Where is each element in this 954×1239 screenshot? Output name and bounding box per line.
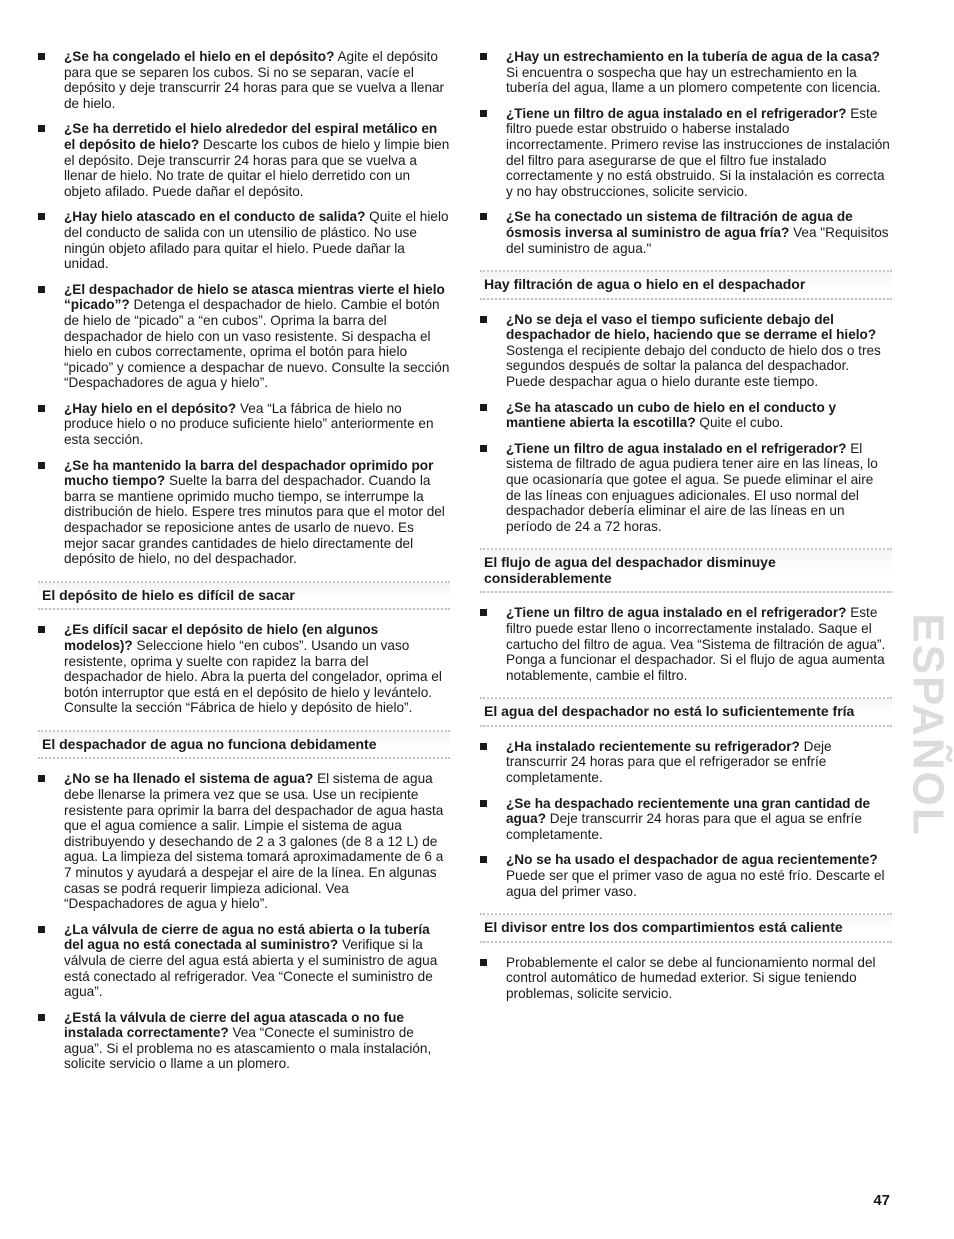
item-question: ¿No se deja el vaso el tiempo suficiente debajo del despachador de hielo, haciendo que se derrame el hielo?	[506, 311, 877, 343]
bullet-item	[480, 955, 892, 1002]
item-question: ¿Se ha derretido el hielo alrededor del espiral metálico en el depósito de hielo?	[64, 121, 438, 152]
item-text: Este filtro puede estar lleno o incorrectamente instalado. Saque el cartucho del filtro de agua. Vea “Sistema de filtración de agua”. Ponga a funcionar el despachador. Si el flujo de agua aumenta notablemente, cambie el filtro.	[506, 605, 886, 683]
item-text: Vea "Requisitos del suministro de agua."	[506, 224, 889, 256]
section-heading: El divisor entre los dos compartimientos está caliente	[480, 913, 892, 943]
side-tab-label: ESPAÑOL	[904, 613, 953, 837]
bullet-item	[480, 49, 892, 96]
item-text: Si encuentra o sospecha que hay un estrechamiento en la tubería del agua, llame a un plomero competente con licencia.	[506, 64, 881, 96]
item-question: ¿Hay hielo en el depósito?	[64, 400, 237, 416]
square-bullet-icon	[480, 404, 487, 411]
square-bullet-icon	[38, 125, 45, 132]
square-bullet-icon	[480, 743, 487, 750]
left-column	[38, 49, 450, 1082]
item-question: ¿La válvula de cierre de agua no está abierta o la tubería del agua no está conectada al suministro?	[64, 921, 430, 953]
bullet-item	[38, 209, 450, 271]
item-list	[480, 312, 892, 535]
item-list	[480, 955, 892, 1002]
item-question: ¿Hay un estrechamiento en la tubería de agua de la casa?	[506, 49, 880, 64]
item-text: Este filtro puede estar obstruido o haberse instalado incorrectamente. Primero revise las instrucciones de instalación del filtro para asegurarse de que el filtro fue instalado correctamente y no está obstruido. Si la instalación es correcta y no hay obstrucciones, solicite servicio.	[506, 105, 890, 199]
item-question: ¿Tiene un filtro de agua instalado en el refrigerador?	[506, 440, 847, 456]
bullet-item	[480, 796, 892, 843]
square-bullet-icon	[38, 775, 45, 782]
square-bullet-icon	[38, 1014, 45, 1021]
section-heading: El agua del despachador no está lo suficientemente fría	[480, 697, 892, 727]
item-text: Quite el cubo.	[695, 415, 784, 431]
bullet-item	[38, 282, 450, 391]
item-list	[480, 605, 892, 683]
item-text: El sistema de agua debe llenarse la primera vez que se usa. Use un recipiente resistente para oprimir la barra del despachador de agua hasta que el agua comience a salir. Limpie el sistema de agua distribuyendo y desechando de 2 a 3 galones (de 8 a 12 L) de agua. La limpieza del sistema tomará aproximadamente de 6 a 7 minutos y ayudará a despejar el aire de la línea. En algunas casas se podrá requerir limpieza adicional. Vea “Despachadores de agua y hielo”.	[64, 771, 444, 912]
item-text: Sostenga el recipiente debajo del conducto de hielo dos o tres segundos después de soltar la palanca del despachador. Puede despachar agua o hielo durante este tiempo.	[506, 342, 881, 389]
square-bullet-icon	[38, 926, 45, 933]
bullet-item	[38, 622, 450, 716]
square-bullet-icon	[480, 445, 487, 452]
bullet-item	[480, 106, 892, 200]
section-heading: El despachador de agua no funciona debidamente	[38, 730, 450, 760]
square-bullet-icon	[480, 800, 487, 807]
item-text: Probablemente el calor se debe al funcionamiento normal del control automático de humedad exterior. Si sigue teniendo problemas, solicite servicio.	[506, 954, 876, 1001]
item-question: ¿No se ha llenado el sistema de agua?	[64, 771, 314, 787]
square-bullet-icon	[38, 286, 45, 293]
item-text: Seleccione hielo “en cubos”. Usando un vaso resistente, oprima y suelte con rapidez la barra del despachador de hielo. Abra la puerta del congelador, oprima el botón interruptor que está en el depósito de hielo y levántelo. Consulte la sección “Fábrica de hielo y depósito de hielo”.	[64, 637, 442, 716]
item-question: ¿Es difícil sacar el depósito de hielo (en algunos modelos)?	[64, 622, 379, 653]
bullet-item	[480, 312, 892, 390]
item-text: Suelte la barra del despachador. Cuando la barra se mantiene oprimido mucho tiempo, se interrumpe la distribución de hielo. Espere tres minutos para que el motor del despachador se reposicione antes de usarlo de nuevo. Es mejor sacar grandes cantidades de hielo directamente del depósito de hielo, no del despachador.	[64, 473, 445, 567]
language-side-tab	[902, 613, 954, 837]
bullet-item	[480, 209, 892, 256]
section-heading: El flujo de agua del despachador disminuye considerablemente	[480, 548, 892, 593]
item-question: ¿No se ha usado el despachador de agua recientemente?	[506, 852, 878, 868]
item-text: Deje transcurrir 24 horas para que el agua se enfríe completamente.	[506, 811, 862, 842]
item-text: Agite el depósito para que se separen los cubos. Si no se separan, vacíe el depósito y deje transcurrir 24 horas para que se vuelva a llenar de hielo.	[64, 49, 445, 111]
item-question: ¿Se ha despachado recientemente una gran cantidad de agua?	[506, 795, 871, 827]
item-question: ¿Está la válvula de cierre del agua atascada o no fue instalada correctamente?	[64, 1009, 404, 1041]
bullet-item	[480, 739, 892, 786]
item-question: ¿Se ha atascado un cubo de hielo en el conducto y mantiene abierta la escotilla?	[506, 399, 837, 431]
item-list	[38, 622, 450, 716]
item-question: ¿Se ha mantenido la barra del despachador oprimido por mucho tiempo?	[64, 457, 434, 489]
page-number: 47	[873, 1192, 890, 1209]
bullet-item	[38, 771, 450, 911]
item-list	[38, 49, 450, 567]
item-text: Quite el hielo del conducto de salida con un utensilio de plástico. No use ningún objeto afilado para quitar el hielo. Puede dañar la unidad.	[64, 209, 449, 272]
bullet-item	[38, 49, 450, 111]
item-list	[480, 49, 892, 256]
item-question: ¿Hay hielo atascado en el conducto de salida?	[64, 209, 366, 225]
square-bullet-icon	[480, 213, 487, 220]
square-bullet-icon	[38, 626, 45, 633]
square-bullet-icon	[480, 110, 487, 117]
item-text: Vea “La fábrica de hielo no produce hielo o no produce suficiente hielo” anteriormente en esta sección.	[64, 400, 434, 448]
item-question: ¿Se ha conectado un sistema de filtración de agua de ósmosis inversa al suministro de agua fría?	[506, 209, 853, 240]
square-bullet-icon	[38, 213, 45, 220]
square-bullet-icon	[38, 53, 45, 60]
square-bullet-icon	[480, 856, 487, 863]
item-list	[480, 739, 892, 899]
right-column	[480, 49, 892, 1011]
item-question: ¿Se ha congelado el hielo en el depósito?	[64, 49, 335, 64]
item-text: Vea “Conecte el suministro de agua”. Si el problema no es atascamiento o mala instalación, solicite servicio o llame a un plomero.	[64, 1025, 432, 1072]
bullet-item	[480, 441, 892, 535]
item-question: ¿Tiene un filtro de agua instalado en el refrigerador?	[506, 605, 847, 621]
item-text: Descarte los cubos de hielo y limpie bien el depósito. Deje transcurrir 24 horas para que se vuelva a llenar de hielo. No trate de quitar el hielo derretido con un objeto afilado. Puede dañar el depósito.	[64, 136, 450, 199]
item-text: El sistema de filtrado de agua pudiera tener aire en las líneas, lo que ocasionaría que gotee el agua. Se puede eliminar el aire de las líneas con enjuagues adicionales. El uso normal del despachador debería eliminar el aire de las líneas en un período de 24 a 72 horas.	[506, 440, 878, 534]
item-text: Puede ser que el primer vaso de agua no esté frío. Descarte el agua del primer vaso.	[506, 867, 885, 899]
bullet-item	[38, 121, 450, 199]
item-question: ¿Tiene un filtro de agua instalado en el refrigerador?	[506, 105, 847, 121]
square-bullet-icon	[480, 959, 487, 966]
bullet-item	[38, 401, 450, 448]
bullet-item	[480, 400, 892, 431]
bullet-item	[38, 458, 450, 567]
bullet-item	[480, 852, 892, 899]
item-text: Verifique si la válvula de cierre del agua está abierta y el suministro de agua está conectado al refrigerador. Vea “Conecte el suministro de agua”.	[64, 937, 438, 1000]
item-text: Detenga el despachador de hielo. Cambie el botón de hielo de “picado” a “en cubos”. Oprima la barra del despachador de hielo con un vaso resistente. Si despacha el hielo en cubos correctamente, oprima el botón para hielo “picado” y comience a despachar de nuevo. Consulte la sección “Despachadores de agua y hielo”.	[64, 297, 450, 391]
section-heading: El depósito de hielo es difícil de sacar	[38, 581, 450, 611]
item-question: ¿Ha instalado recientemente su refrigerador?	[506, 738, 800, 754]
section-heading: Hay filtración de agua o hielo en el despachador	[480, 270, 892, 300]
bullet-item	[480, 605, 892, 683]
bullet-item	[38, 922, 450, 1000]
square-bullet-icon	[480, 53, 487, 60]
square-bullet-icon	[480, 316, 487, 323]
item-question: ¿El despachador de hielo se atasca mientras vierte el hielo “picado”?	[64, 281, 445, 313]
square-bullet-icon	[480, 609, 487, 616]
square-bullet-icon	[38, 405, 45, 412]
square-bullet-icon	[38, 462, 45, 469]
item-text: Deje transcurrir 24 horas para que el refrigerador se enfríe completamente.	[506, 738, 832, 785]
bullet-item	[38, 1010, 450, 1072]
item-list	[38, 771, 450, 1072]
